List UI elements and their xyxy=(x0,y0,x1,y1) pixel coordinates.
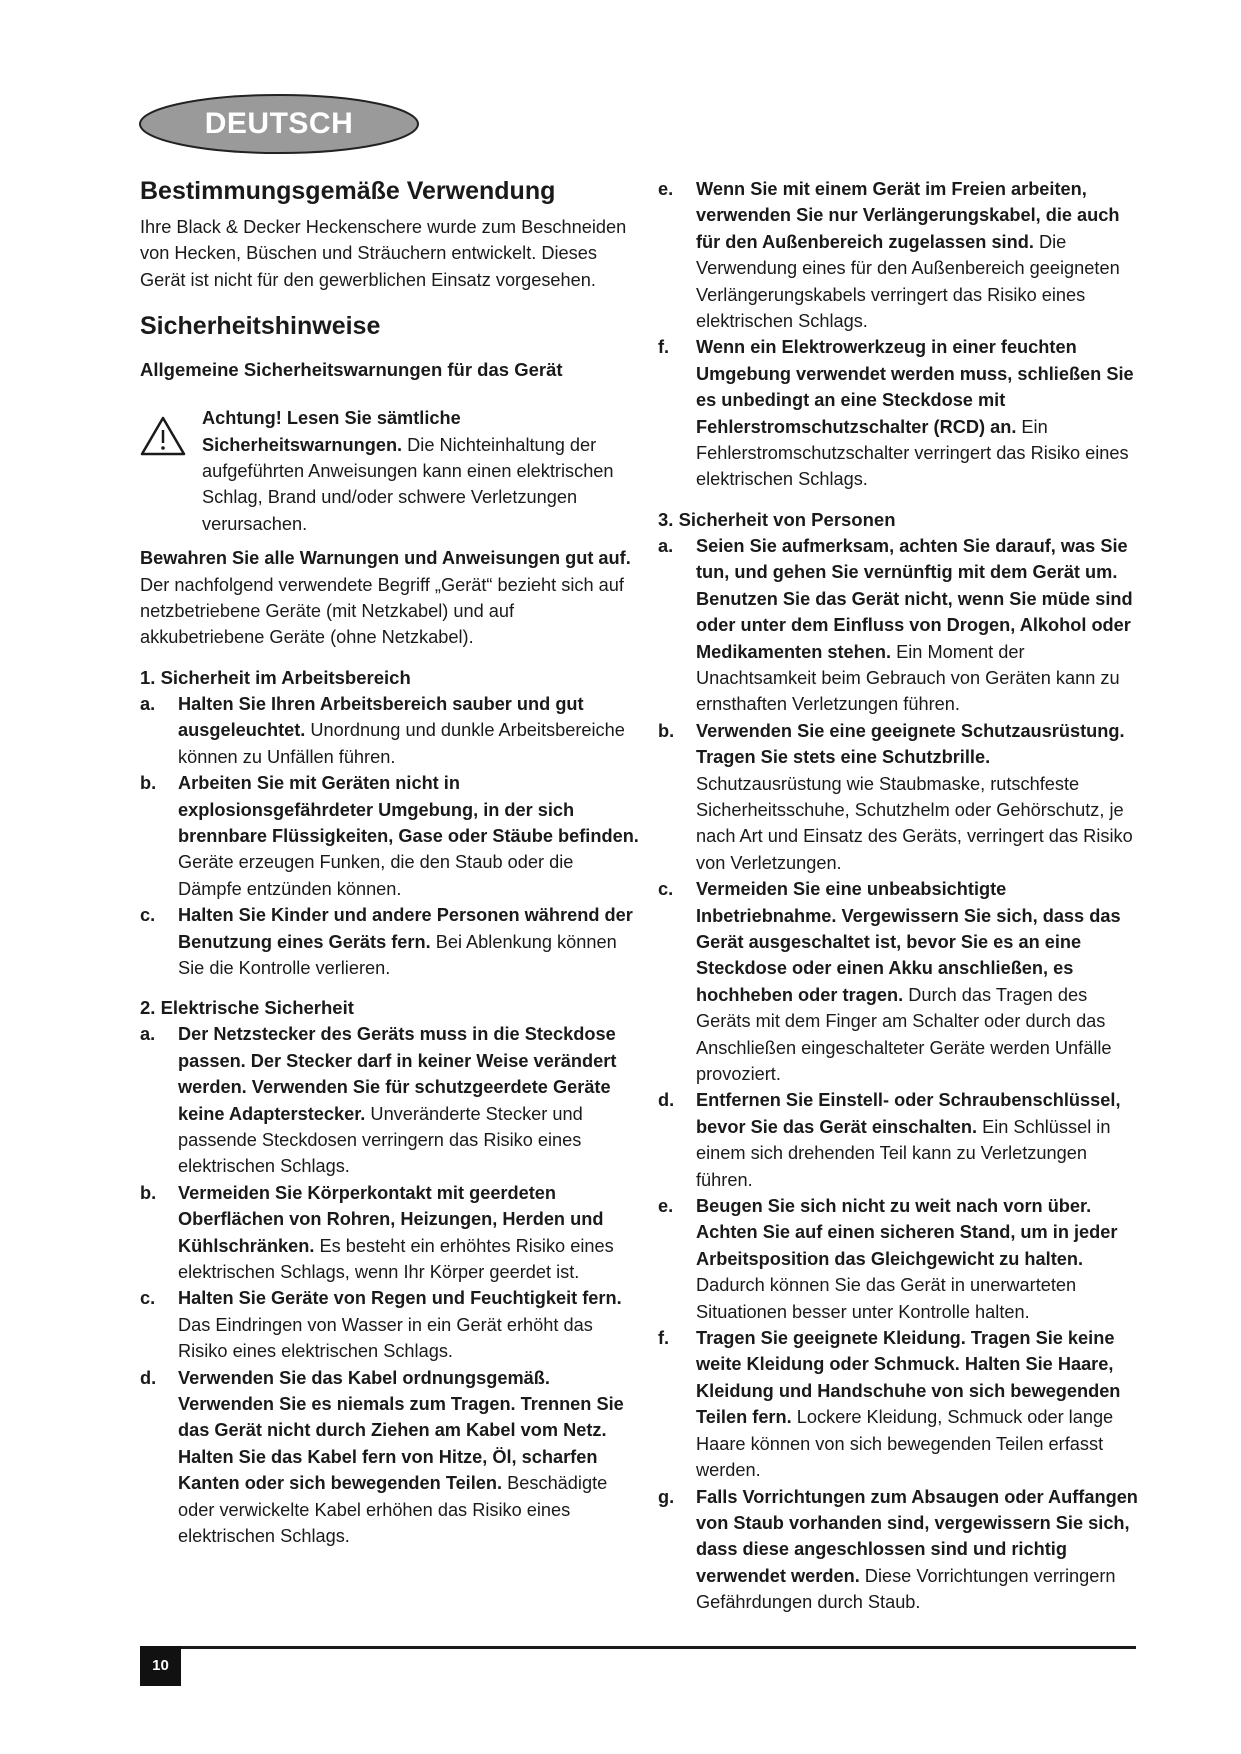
list-item-1c: c. Halten Sie Kinder und andere Personen während der Benutzung eines Geräts fern. Bei Ablenkung können Sie die Kontrolle verlieren. xyxy=(140,905,633,978)
keep-instructions: Bewahren Sie alle Warnungen und Anweisungen gut auf. xyxy=(140,548,631,569)
list-item-2c: c. Halten Sie Geräte von Regen und Feuchtigkeit fern. Das Eindringen von Wasser in ein Gerät erhöht das Risiko eines elektrischen Schlags. xyxy=(140,1288,622,1362)
list-item-3e: e. Beugen Sie sich nicht zu weit nach vorn über. Achten Sie auf einen sicheren Stand, um in jeder Arbeitsposition das Gleichgewicht zu halten. Dadurch können Sie das Gerät in unerwarteten Situationen besser unter Kontrolle halten. xyxy=(658,1196,1118,1322)
warning-block xyxy=(140,405,640,537)
list-item-2d: d. Verwenden Sie das Kabel ordnungsgemäß. Verwenden Sie es niemals zum Tragen. Trennen Sie das Gerät nicht durch Ziehen am Kabel vom Netz. Halten Sie das Kabel fern von Hitze, Öl, scharfen Kanten oder sich bewegenden Teilen. Beschädigte oder verwickelte Kabel erhöhen das Risiko eines elektrischen Schlags. xyxy=(140,1367,624,1547)
warning-triangle-icon xyxy=(140,405,202,537)
list-item-3c: c. Vermeiden Sie eine unbeabsichtigte Inbetriebnahme. Vergewissern Sie sich, dass das Gerät ausgeschaltet ist, bevor Sie es an eine Steckdose oder einen Akku anschließen, es hochheben oder tragen. Durch das Tragen des Geräts mit dem Finger am Schalter oder durch das Anschließen eingeschalteter Geräte werden Unfälle provoziert. xyxy=(658,879,1121,1084)
section-2-heading: 2. Elektrische Sicherheit xyxy=(140,997,354,1019)
list-item-2e: e. Wenn Sie mit einem Gerät im Freien arbeiten, verwenden Sie nur Verlängerungskabel, die auch für den Außenbereich zugelassen sind. Die Verwendung eines für den Außenbereich geeigneten Verlängerungskabels verringert das Risiko eines elektrischen Schlags. xyxy=(658,179,1120,332)
safety-title: Sicherheitshinweise xyxy=(140,312,381,341)
list-item-3d: d. Entfernen Sie Einstell- oder Schraubenschlüssel, bevor Sie das Gerät einschalten. Ein Schlüssel in einem sich drehenden Teil kann zu Verletzungen führen. xyxy=(658,1090,1121,1190)
page-number: 10 xyxy=(140,1646,181,1686)
right-column xyxy=(658,176,1140,1616)
general-warnings-heading: Allgemeine Sicherheitswarnungen für das Gerät xyxy=(140,359,563,381)
section-1-heading: 1. Sicherheit im Arbeitsbereich xyxy=(140,666,411,688)
term-definition: Der nachfolgend verwendete Begriff „Gerät“ bezieht sich auf netzbetriebene Geräte (mit Netzkabel) und auf akkubetriebene Geräte (ohne Netzkabel). xyxy=(140,574,624,648)
warning-paragraph xyxy=(202,405,640,537)
intended-use-title: Bestimmungsgemäße Verwendung xyxy=(140,177,556,205)
list-item-2b: b. Vermeiden Sie Körperkontakt mit geerdeten Oberflächen von Rohren, Heizungen, Herden und Kühlschränken. Es besteht ein erhöhtes Risiko eines elektrischen Schlags, wenn Ihr Körper geerdet ist. xyxy=(140,1182,614,1282)
language-badge-label: DEUTSCH xyxy=(204,107,354,140)
list-item-3g: g. Falls Vorrichtungen zum Absaugen oder Auffangen von Staub vorhanden sind, vergewissern Sie sich, dass diese angeschlossen sind und richtig verwendet werden. Diese Vorrichtungen verringern Gefährdungen durch Staub. xyxy=(658,1486,1138,1613)
warning-text: Die Nichteinhaltung der aufgeführten Anweisungen kann einen elektrischen Schlag, Brand und/oder schwere Verletzungen verursachen. xyxy=(202,434,614,534)
list-item-3a: a. Seien Sie aufmerksam, achten Sie darauf, was Sie tun, und gehen Sie vernünftig mit dem Gerät um. Benutzen Sie das Gerät nicht, wenn Sie müde sind oder unter dem Einfluss von Drogen, Alkohol oder Medikamenten stehen. Ein Moment der Unachtsamkeit beim Gebrauch von Geräten kann zu ernsthaften Verletzungen führen. xyxy=(658,535,1133,715)
list-item-3f: f. Tragen Sie geeignete Kleidung. Tragen Sie keine weite Kleidung oder Schmuck. Halten Sie Haare, Kleidung und Handschuhe von sich bewegenden Teilen fern. Lockere Kleidung, Schmuck oder lange Haare können von sich bewegenden Teilen erfasst werden. xyxy=(658,1328,1121,1481)
language-badge xyxy=(138,92,420,156)
footer-rule xyxy=(140,1646,1136,1649)
list-item-2f: f. Wenn ein Elektrowerkzeug in einer feuchten Umgebung verwendet werden muss, schließen Sie es unbedingt an eine Steckdose mit Fehlerstromschutzschalter (RCD) an. Ein Fehlerstromschutzschalter verringert das Risiko eines elektrischen Schlags. xyxy=(658,337,1134,490)
intended-use-text: Ihre Black & Decker Heckenschere wurde zum Beschneiden von Hecken, Büschen und Sträuchern entwickelt. Dieses Gerät ist nicht für den gewerblichen Einsatz vorgesehen. xyxy=(140,217,627,290)
section-3-heading: 3. Sicherheit von Personen xyxy=(658,508,896,530)
list-item-2a: a. Der Netzstecker des Geräts muss in die Steckdose passen. Der Stecker darf in keiner Weise verändert werden. Verwenden Sie für schutzgeerdete Geräte keine Adapterstecker. Unveränderte Stecker und passende Steckdosen verringern das Risiko eines elektrischen Schlags. xyxy=(140,1024,617,1177)
list-item-3b: b. Verwenden Sie eine geeignete Schutzausrüstung. Tragen Sie stets eine Schutzbrille. Schutzausrüstung wie Staubmaske, rutschfeste Sicherheitsschuhe, Schutzhelm oder Gehörschutz, je nach Art und Einsatz des Geräts, verringert das Risiko von Verletzungen. xyxy=(658,720,1133,873)
list-item-1b: b. Arbeiten Sie mit Geräten nicht in explosionsgefährdeter Umgebung, in der sich brennbare Flüssigkeiten, Gase oder Stäube befinden. Geräte erzeugen Funken, die den Staub oder die Dämpfe entzünden können. xyxy=(140,773,639,899)
warning-bold: Achtung! Lesen Sie sämtliche Sicherheitswarnungen. xyxy=(202,408,461,455)
list-item-1a: a. Halten Sie Ihren Arbeitsbereich sauber und gut ausgeleuchtet. Unordnung und dunkle Arbeitsbereiche können zu Unfällen führen. xyxy=(140,693,625,767)
left-column xyxy=(140,176,640,1549)
